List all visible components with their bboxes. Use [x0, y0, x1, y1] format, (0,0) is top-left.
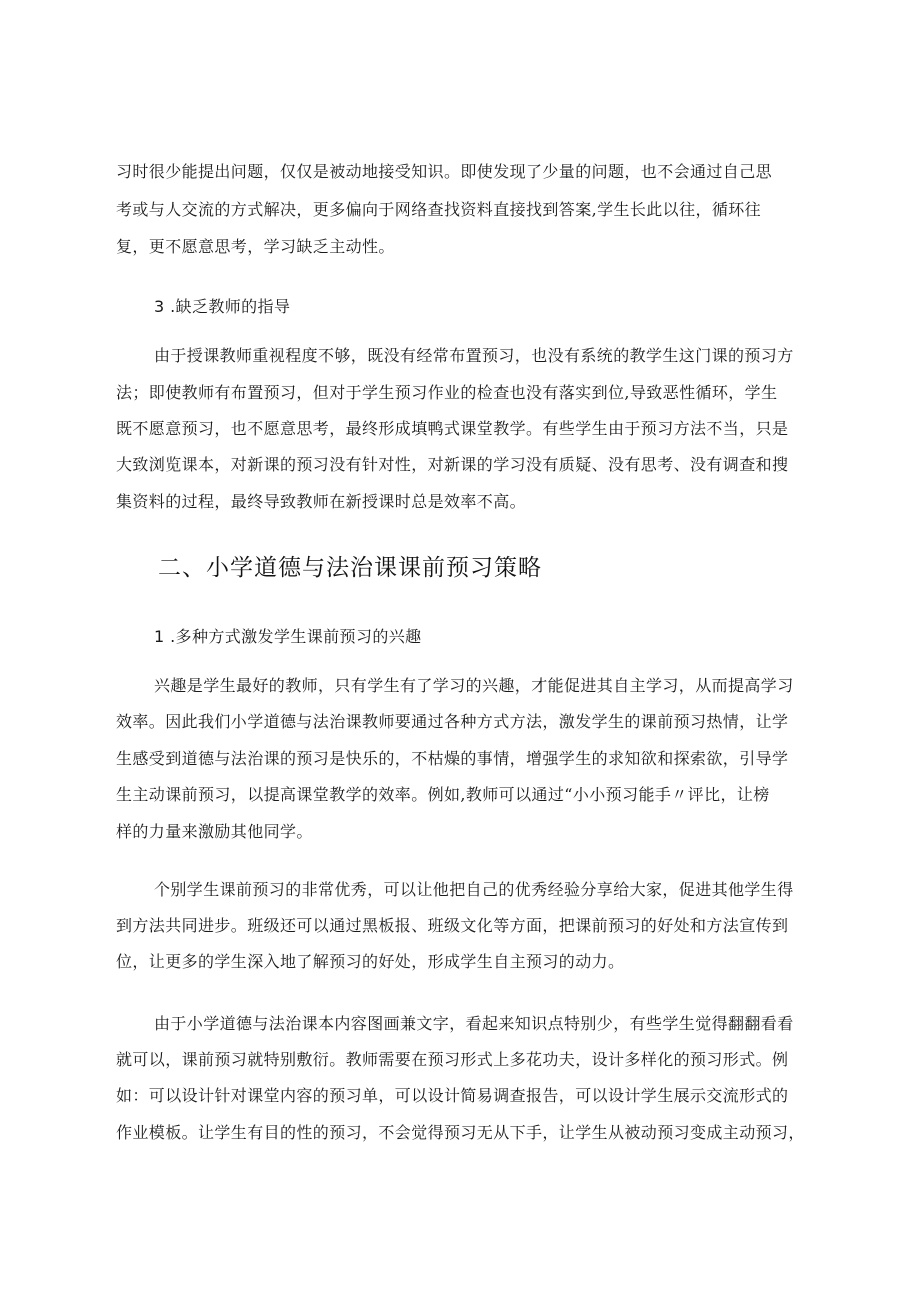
text-line: 就可以，课前预习就特别敷衍。教师需要在预习形式上多花功夫，设计多样化的预习形式。例	[116, 1050, 789, 1069]
text-line: 由于授课教师重视程度不够，既没有经常布置预习，也没有系统的教学生这门课的预习方	[154, 346, 794, 365]
strategy-heading-1: 1 .多种方式激发学生课前预习的兴趣	[154, 627, 422, 646]
text-line: 复，更不愿意思考，学习缺乏主动性。	[116, 237, 395, 256]
chapter-heading: 二、小学道德与法治课课前预习策略	[158, 555, 542, 581]
text-line: 大致浏览课本，对新课的预习没有针对性，对新课的学习没有质疑、没有思考、没有调查和搜	[116, 455, 789, 474]
text-line: 法；即使教师有布置预习，但对于学生预习作业的检查也没有落实到位,导致恶性循环，学生	[116, 383, 778, 402]
text-line: 考或与人交流的方式解决，更多偏向于网络查找资料直接找到答案,学生长此以往，循环往	[116, 200, 762, 219]
text-line: 既不愿意预习，也不愿意思考，最终形成填鸭式课堂教学。有些学生由于预习方法不当，只是	[116, 419, 789, 438]
text-line: 由于小学道德与法治课本内容图画兼文字，看起来知识点特别少，有些学生觉得翻翻看看	[154, 1014, 794, 1033]
text-line: 生主动课前预习，以提高课堂教学的效率。例如,教师可以通过“小小预习能手〃评比，让榜	[116, 785, 770, 804]
text-line: 效率。因此我们小学道德与法治课教师要通过各种方式方法，激发学生的课前预习热情，让学	[116, 712, 789, 731]
text-line: 个别学生课前预习的非常优秀，可以让他把自己的优秀经验分享给大家，促进其他学生得	[154, 880, 794, 899]
section-heading-3: 3 .缺乏教师的指导	[154, 297, 291, 316]
text-line: 习时很少能提出问题，仅仅是被动地接受知识。即使发现了少量的问题，也不会通过自己思	[116, 162, 773, 181]
text-line: 如：可以设计针对课堂内容的预习单，可以设计简易调查报告，可以设计学生展示交流形式的	[116, 1086, 789, 1105]
text-line: 位，让更多的学生深入地了解预习的好处，形成学生自主预习的动力。	[116, 952, 625, 971]
text-line: 作业模板。让学生有目的性的预习，不会觉得预习无从下手，让学生从被动预习变成主动预习，	[116, 1123, 805, 1142]
text-line: 兴趣是学生最好的教师，只有学生有了学习的兴趣，才能促进其自主学习，从而提高学习	[154, 676, 794, 695]
text-line: 生感受到道德与法治课的预习是快乐的，不枯燥的事情，增强学生的求知欲和探索欲，引导学	[116, 749, 789, 768]
text-line: 到方法共同进步。班级还可以通过黑板报、班级文化等方面，把课前预习的好处和方法宣传到	[116, 916, 789, 935]
text-line: 样的力量来激励其他同学。	[116, 822, 313, 841]
text-line: 集资料的过程，最终导致教师在新授课时总是效率不高。	[116, 492, 527, 511]
